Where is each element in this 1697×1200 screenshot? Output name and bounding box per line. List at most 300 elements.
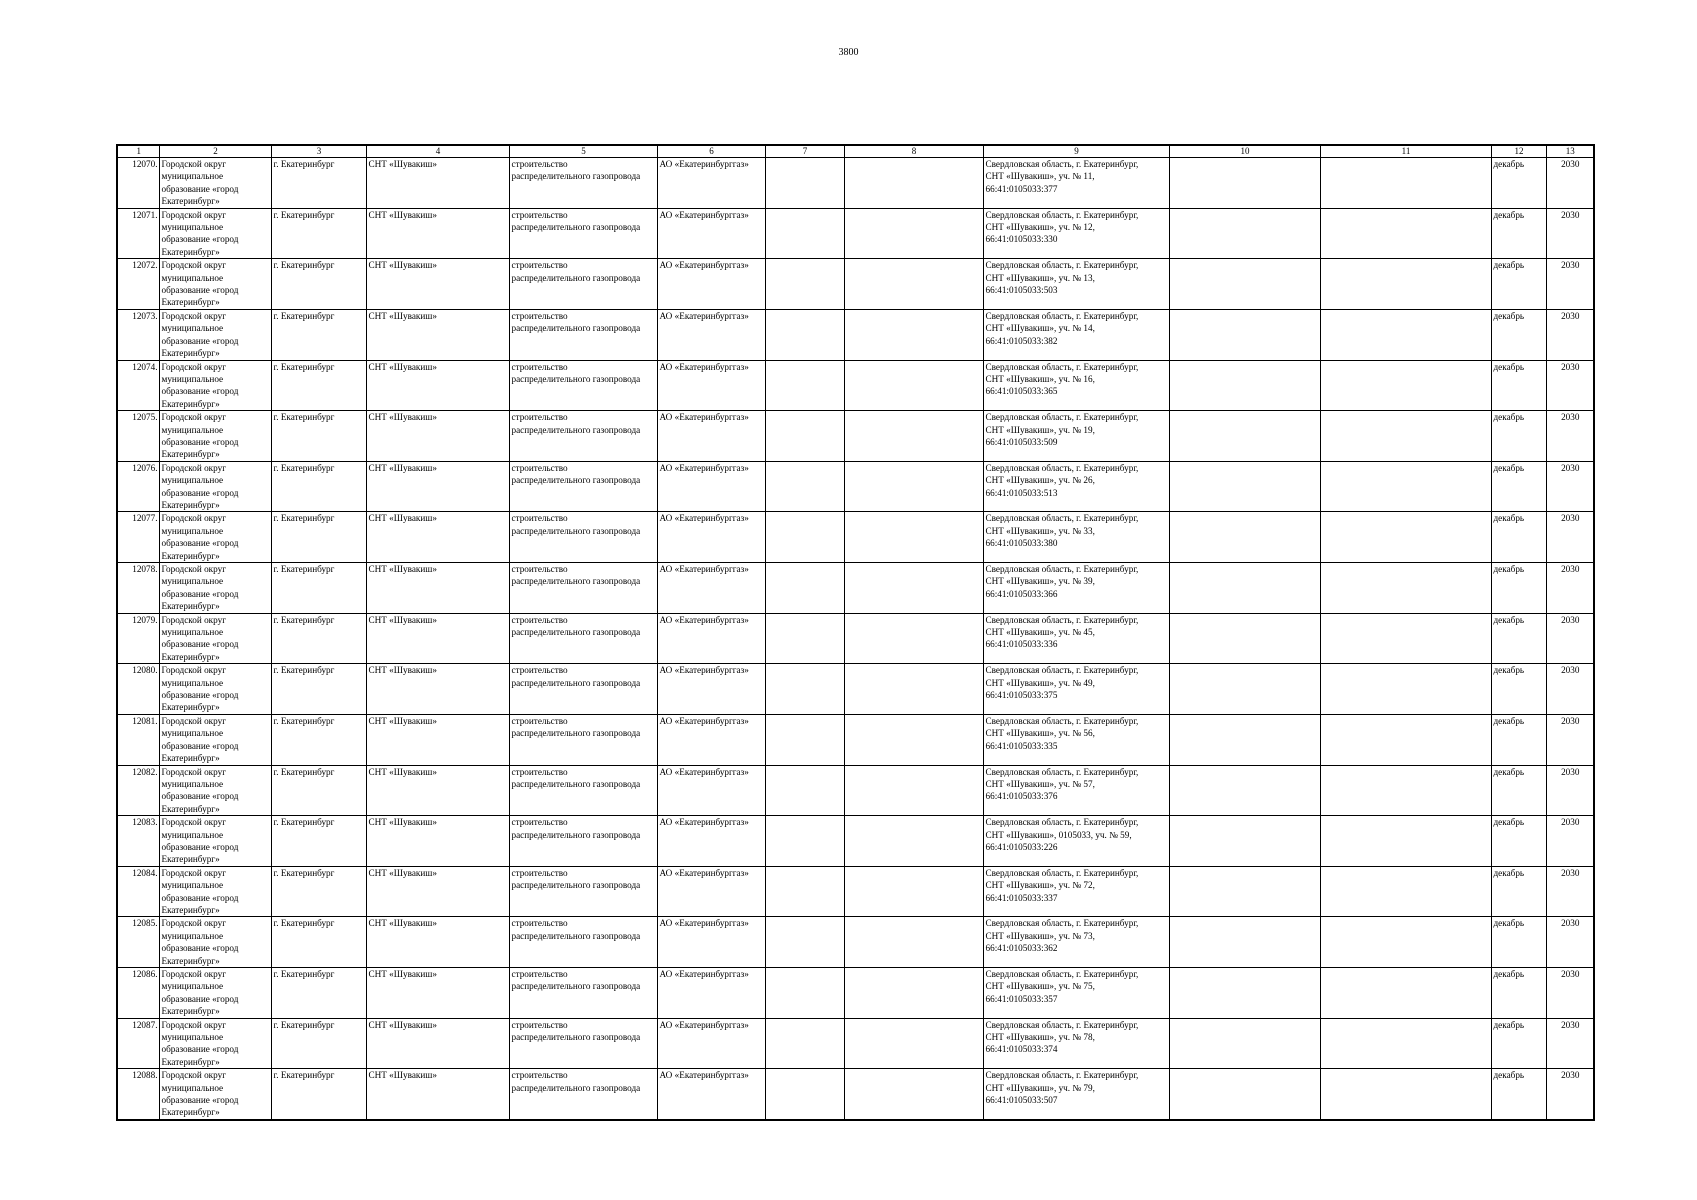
page-number: 3800 — [838, 47, 859, 58]
organization-cell: АО «Екатеринбурггаз» — [657, 512, 765, 563]
column-10-cell — [1169, 259, 1320, 310]
cell-text-line: Екатеринбург» — [161, 753, 220, 764]
municipality-cell — [159, 816, 271, 867]
column-10-cell — [1169, 1069, 1320, 1120]
cell-text-line: СНТ «Шувакиш», уч. № 11, — [985, 171, 1095, 182]
table-row — [117, 208, 1594, 259]
column-11-cell — [1320, 309, 1491, 360]
cell-text-line: Екатеринбург» — [161, 196, 220, 207]
column-header-7: 7 — [765, 145, 844, 158]
municipality-cell — [159, 208, 271, 259]
city-cell: г. Екатеринбург — [271, 765, 366, 816]
cell-text-line: Городской округ — [161, 614, 226, 625]
snt-cell: СНТ «Шувакиш» — [366, 816, 509, 867]
row-number-cell: 12083. — [117, 816, 159, 867]
column-10-cell — [1169, 1018, 1320, 1069]
column-11-cell — [1320, 765, 1491, 816]
work-type-cell — [509, 1069, 657, 1120]
cell-text-line: Городской округ — [161, 462, 226, 473]
address-cell — [983, 259, 1169, 310]
table-row — [117, 968, 1594, 1019]
cell-text-line: 66:41:0105033:507 — [985, 1095, 1058, 1106]
cell-text-line: Свердловская область, г. Екатеринбург, — [985, 715, 1139, 726]
cell-text-line: строительство — [511, 867, 568, 878]
cell-text-line: Екатеринбург» — [161, 297, 220, 308]
row-number-cell: 12080. — [117, 664, 159, 715]
table-row — [117, 158, 1594, 209]
snt-cell: СНТ «Шувакиш» — [366, 259, 509, 310]
column-8-cell — [844, 917, 983, 968]
city-cell: г. Екатеринбург — [271, 1018, 366, 1069]
month-cell: декабрь — [1491, 360, 1546, 411]
cell-text-line: Свердловская область, г. Екатеринбург, — [985, 867, 1139, 878]
snt-cell: СНТ «Шувакиш» — [366, 360, 509, 411]
cell-text-line: распределительного газопровода — [511, 627, 641, 638]
cell-text-line: Екатеринбург» — [161, 348, 220, 359]
cell-text-line: Екатеринбург» — [161, 651, 220, 662]
address-cell — [983, 917, 1169, 968]
cell-text-line: Городской округ — [161, 867, 226, 878]
municipality-cell — [159, 968, 271, 1019]
cell-text-line: 66:41:0105033:366 — [985, 588, 1058, 599]
cell-text-line: Екатеринбург» — [161, 702, 220, 713]
cell-text-line: 66:41:0105033:382 — [985, 335, 1058, 346]
column-7-cell — [765, 866, 844, 917]
cell-text-line: СНТ «Шувакиш», уч. № 13, — [985, 272, 1095, 283]
column-10-cell — [1169, 461, 1320, 512]
cell-text-line: муниципальное — [161, 627, 224, 638]
table-row — [117, 1069, 1594, 1120]
cell-text-line: Екатеринбург» — [161, 550, 220, 561]
table-row — [117, 563, 1594, 614]
column-7-cell — [765, 309, 844, 360]
cell-text-line: 66:41:0105033:509 — [985, 436, 1058, 447]
row-number-cell: 12081. — [117, 714, 159, 765]
work-type-cell — [509, 1018, 657, 1069]
cell-text-line: Екатеринбург» — [161, 955, 220, 966]
column-header-4: 4 — [366, 145, 509, 158]
column-8-cell — [844, 208, 983, 259]
cell-text-line: муниципальное — [161, 373, 224, 384]
cell-text-line: образование «город — [161, 740, 239, 751]
year-cell: 2030 — [1546, 208, 1594, 259]
snt-cell: СНТ «Шувакиш» — [366, 563, 509, 614]
column-7-cell — [765, 765, 844, 816]
cell-text-line: строительство — [511, 1019, 568, 1030]
table-row — [117, 816, 1594, 867]
table-row — [117, 714, 1594, 765]
year-cell: 2030 — [1546, 158, 1594, 209]
address-cell — [983, 309, 1169, 360]
cell-text-line: образование «город — [161, 943, 239, 954]
snt-cell: СНТ «Шувакиш» — [366, 512, 509, 563]
row-number-cell: 12075. — [117, 411, 159, 462]
table-row — [117, 765, 1594, 816]
year-cell: 2030 — [1546, 765, 1594, 816]
cell-text-line: распределительного газопровода — [511, 576, 641, 587]
column-8-cell — [844, 259, 983, 310]
city-cell: г. Екатеринбург — [271, 613, 366, 664]
column-8-cell — [844, 360, 983, 411]
column-8-cell — [844, 461, 983, 512]
cell-text-line: распределительного газопровода — [511, 171, 641, 182]
column-10-cell — [1169, 968, 1320, 1019]
row-number-cell: 12071. — [117, 208, 159, 259]
cell-text-line: муниципальное — [161, 272, 224, 283]
cell-text-line: строительство — [511, 614, 568, 625]
work-type-cell — [509, 411, 657, 462]
cell-text-line: образование «город — [161, 639, 239, 650]
column-7-cell — [765, 917, 844, 968]
cell-text-line: Свердловская область, г. Екатеринбург, — [985, 361, 1139, 372]
cell-text-line: СНТ «Шувакиш», уч. № 39, — [985, 576, 1095, 587]
work-type-cell — [509, 158, 657, 209]
column-11-cell — [1320, 1069, 1491, 1120]
cell-text-line: распределительного газопровода — [511, 1032, 641, 1043]
cell-text-line: Городской округ — [161, 564, 226, 574]
cell-text-line: Свердловская область, г. Екатеринбург, — [985, 412, 1139, 423]
year-cell: 2030 — [1546, 1069, 1594, 1120]
row-number-cell: 12087. — [117, 1018, 159, 1069]
month-cell: декабрь — [1491, 1069, 1546, 1120]
column-header-12: 12 — [1491, 145, 1546, 158]
column-8-cell — [844, 816, 983, 867]
cell-text-line: строительство — [511, 1070, 568, 1081]
municipality-cell — [159, 866, 271, 917]
organization-cell: АО «Екатеринбурггаз» — [657, 866, 765, 917]
year-cell: 2030 — [1546, 411, 1594, 462]
cell-text-line: Екатеринбург» — [161, 499, 220, 510]
year-cell: 2030 — [1546, 613, 1594, 664]
column-8-cell — [844, 968, 983, 1019]
cell-text-line: распределительного газопровода — [511, 829, 641, 840]
cell-text-line: СНТ «Шувакиш», уч. № 26, — [985, 475, 1095, 486]
cell-text-line: муниципальное — [161, 323, 224, 334]
cell-text-line: Городской округ — [161, 361, 226, 372]
cell-text-line: распределительного газопровода — [511, 323, 641, 334]
column-10-cell — [1169, 664, 1320, 715]
month-cell: декабрь — [1491, 208, 1546, 259]
month-cell: декабрь — [1491, 158, 1546, 209]
cell-text-line: СНТ «Шувакиш», уч. № 73, — [985, 930, 1095, 941]
address-cell — [983, 1018, 1169, 1069]
work-type-cell — [509, 613, 657, 664]
cell-text-line: Свердловская область, г. Екатеринбург, — [985, 817, 1139, 828]
column-header-8: 8 — [844, 145, 983, 158]
cell-text-line: Городской округ — [161, 918, 226, 929]
column-7-cell — [765, 968, 844, 1019]
column-header-11: 11 — [1320, 145, 1491, 158]
row-number-cell: 12086. — [117, 968, 159, 1019]
cell-text-line: 66:41:0105033:357 — [985, 993, 1058, 1004]
column-7-cell — [765, 512, 844, 563]
work-type-cell — [509, 968, 657, 1019]
column-10-cell — [1169, 208, 1320, 259]
column-10-cell — [1169, 411, 1320, 462]
cell-text-line: Городской округ — [161, 260, 226, 271]
cell-text-line: муниципальное — [161, 930, 224, 941]
municipality-cell — [159, 1069, 271, 1120]
column-11-cell — [1320, 664, 1491, 715]
column-7-cell — [765, 259, 844, 310]
address-cell — [983, 664, 1169, 715]
cell-text-line: Городской округ — [161, 1070, 226, 1081]
organization-cell: АО «Екатеринбурггаз» — [657, 917, 765, 968]
table-row — [117, 411, 1594, 462]
cell-text-line: образование «город — [161, 1044, 239, 1055]
cell-text-line: Свердловская область, г. Екатеринбург, — [985, 159, 1139, 169]
cell-text-line: 66:41:0105033:365 — [985, 386, 1058, 397]
snt-cell: СНТ «Шувакиш» — [366, 208, 509, 259]
cell-text-line: муниципальное — [161, 1082, 224, 1093]
cell-text-line: СНТ «Шувакиш», 0105033, уч. № 59, — [985, 829, 1132, 840]
cell-text-line: строительство — [511, 412, 568, 423]
cell-text-line: образование «город — [161, 690, 239, 701]
column-7-cell — [765, 208, 844, 259]
cell-text-line: Городской округ — [161, 969, 226, 979]
cell-text-line: Свердловская область, г. Екатеринбург, — [985, 1019, 1139, 1030]
column-10-cell — [1169, 309, 1320, 360]
cell-text-line: 66:41:0105033:376 — [985, 791, 1058, 802]
cell-text-line: СНТ «Шувакиш», уч. № 57, — [985, 778, 1095, 789]
cell-text-line: СНТ «Шувакиш», уч. № 49, — [985, 677, 1095, 688]
column-8-cell — [844, 411, 983, 462]
municipality-cell — [159, 512, 271, 563]
cell-text-line: 66:41:0105033:513 — [985, 487, 1058, 498]
column-8-cell — [844, 563, 983, 614]
cell-text-line: распределительного газопровода — [511, 778, 641, 789]
column-7-cell — [765, 158, 844, 209]
cell-text-line: распределительного газопровода — [511, 1082, 641, 1093]
cell-text-line: распределительного газопровода — [511, 981, 641, 992]
column-header-1: 1 — [117, 145, 159, 158]
snt-cell: СНТ «Шувакиш» — [366, 309, 509, 360]
cell-text-line: распределительного газопровода — [511, 880, 641, 891]
cell-text-line: муниципальное — [161, 880, 224, 891]
month-cell: декабрь — [1491, 714, 1546, 765]
year-cell: 2030 — [1546, 309, 1594, 360]
column-7-cell — [765, 664, 844, 715]
column-10-cell — [1169, 917, 1320, 968]
address-cell — [983, 816, 1169, 867]
cell-text-line: строительство — [511, 766, 568, 777]
snt-cell: СНТ «Шувакиш» — [366, 158, 509, 209]
cell-text-line: образование «город — [161, 791, 239, 802]
snt-cell: СНТ «Шувакиш» — [366, 917, 509, 968]
column-10-cell — [1169, 360, 1320, 411]
work-type-cell — [509, 512, 657, 563]
year-cell: 2030 — [1546, 360, 1594, 411]
column-11-cell — [1320, 158, 1491, 209]
cell-text-line: СНТ «Шувакиш», уч. № 14, — [985, 323, 1095, 334]
city-cell: г. Екатеринбург — [271, 917, 366, 968]
column-header-2: 2 — [159, 145, 271, 158]
cell-text-line: образование «город — [161, 487, 239, 498]
year-cell: 2030 — [1546, 816, 1594, 867]
cell-text-line: Екатеринбург» — [161, 246, 220, 257]
cell-text-line: образование «город — [161, 892, 239, 903]
cell-text-line: муниципальное — [161, 1032, 224, 1043]
column-10-cell — [1169, 866, 1320, 917]
year-cell: 2030 — [1546, 512, 1594, 563]
cell-text-line: распределительного газопровода — [511, 222, 641, 233]
column-8-cell — [844, 613, 983, 664]
cell-text-line: строительство — [511, 159, 568, 169]
cell-text-line: образование «город — [161, 234, 239, 245]
column-7-cell — [765, 461, 844, 512]
address-cell — [983, 765, 1169, 816]
row-number-cell: 12088. — [117, 1069, 159, 1120]
organization-cell: АО «Екатеринбурггаз» — [657, 816, 765, 867]
organization-cell: АО «Екатеринбурггаз» — [657, 411, 765, 462]
column-7-cell — [765, 563, 844, 614]
row-number-cell: 12077. — [117, 512, 159, 563]
city-cell: г. Екатеринбург — [271, 1069, 366, 1120]
address-cell — [983, 360, 1169, 411]
column-8-cell — [844, 1069, 983, 1120]
cell-text-line: строительство — [511, 918, 568, 929]
cell-text-line: строительство — [511, 260, 568, 271]
cell-text-line: распределительного газопровода — [511, 424, 641, 435]
snt-cell: СНТ «Шувакиш» — [366, 1018, 509, 1069]
column-8-cell — [844, 664, 983, 715]
row-number-cell: 12073. — [117, 309, 159, 360]
snt-cell: СНТ «Шувакиш» — [366, 613, 509, 664]
cell-text-line: образование «город — [161, 993, 239, 1004]
column-header-5: 5 — [509, 145, 657, 158]
address-cell — [983, 968, 1169, 1019]
column-7-cell — [765, 411, 844, 462]
column-10-cell — [1169, 158, 1320, 209]
municipality-cell — [159, 259, 271, 310]
cell-text-line: муниципальное — [161, 677, 224, 688]
city-cell: г. Екатеринбург — [271, 714, 366, 765]
cell-text-line: муниципальное — [161, 222, 224, 233]
column-11-cell — [1320, 512, 1491, 563]
cell-text-line: образование «город — [161, 335, 239, 346]
city-cell: г. Екатеринбург — [271, 512, 366, 563]
snt-cell: СНТ «Шувакиш» — [366, 968, 509, 1019]
snt-cell: СНТ «Шувакиш» — [366, 664, 509, 715]
column-11-cell — [1320, 714, 1491, 765]
address-cell — [983, 866, 1169, 917]
work-type-cell — [509, 461, 657, 512]
column-10-cell — [1169, 613, 1320, 664]
month-cell: декабрь — [1491, 765, 1546, 816]
city-cell: г. Екатеринбург — [271, 158, 366, 209]
cell-text-line: СНТ «Шувакиш», уч. № 12, — [985, 222, 1095, 233]
address-cell — [983, 461, 1169, 512]
work-type-cell — [509, 866, 657, 917]
cell-text-line: муниципальное — [161, 981, 224, 992]
snt-cell: СНТ «Шувакиш» — [366, 411, 509, 462]
cell-text-line: строительство — [511, 715, 568, 726]
city-cell: г. Екатеринбург — [271, 866, 366, 917]
work-type-cell — [509, 259, 657, 310]
work-type-cell — [509, 765, 657, 816]
column-8-cell — [844, 309, 983, 360]
cell-text-line: Свердловская область, г. Екатеринбург, — [985, 614, 1139, 625]
column-7-cell — [765, 816, 844, 867]
municipality-cell — [159, 765, 271, 816]
row-number-cell: 12076. — [117, 461, 159, 512]
cell-text-line: Городской округ — [161, 817, 226, 828]
column-11-cell — [1320, 208, 1491, 259]
year-cell: 2030 — [1546, 664, 1594, 715]
address-cell — [983, 1069, 1169, 1120]
city-cell: г. Екатеринбург — [271, 411, 366, 462]
column-8-cell — [844, 1018, 983, 1069]
year-cell: 2030 — [1546, 968, 1594, 1019]
snt-cell: СНТ «Шувакиш» — [366, 714, 509, 765]
cell-text-line: образование «город — [161, 1095, 239, 1106]
snt-cell: СНТ «Шувакиш» — [366, 765, 509, 816]
row-number-cell: 12079. — [117, 613, 159, 664]
year-cell: 2030 — [1546, 1018, 1594, 1069]
year-cell: 2030 — [1546, 714, 1594, 765]
cell-text-line: муниципальное — [161, 424, 224, 435]
cell-text-line: распределительного газопровода — [511, 677, 641, 688]
row-number-cell: 12078. — [117, 563, 159, 614]
cell-text-line: 66:41:0105033:226 — [985, 841, 1058, 852]
month-cell: декабрь — [1491, 563, 1546, 614]
table-row — [117, 866, 1594, 917]
table-row — [117, 664, 1594, 715]
cell-text-line: 66:41:0105033:377 — [985, 183, 1058, 194]
cell-text-line: СНТ «Шувакиш», уч. № 45, — [985, 627, 1095, 638]
cell-text-line: муниципальное — [161, 728, 224, 739]
cell-text-line: СНТ «Шувакиш», уч. № 56, — [985, 728, 1095, 739]
month-cell: декабрь — [1491, 411, 1546, 462]
column-11-cell — [1320, 1018, 1491, 1069]
month-cell: декабрь — [1491, 613, 1546, 664]
cell-text-line: Городской округ — [161, 513, 226, 524]
cell-text-line: распределительного газопровода — [511, 373, 641, 384]
municipality-cell — [159, 613, 271, 664]
row-number-cell: 12074. — [117, 360, 159, 411]
cell-text-line: Свердловская область, г. Екатеринбург, — [985, 665, 1139, 676]
cell-text-line: образование «город — [161, 285, 239, 296]
work-type-cell — [509, 917, 657, 968]
cell-text-line: Свердловская область, г. Екатеринбург, — [985, 1070, 1139, 1081]
city-cell: г. Екатеринбург — [271, 360, 366, 411]
municipality-cell — [159, 563, 271, 614]
municipality-cell — [159, 1018, 271, 1069]
cell-text-line: Городской округ — [161, 766, 226, 777]
cell-text-line: строительство — [511, 564, 568, 574]
column-10-cell — [1169, 512, 1320, 563]
organization-cell: АО «Екатеринбурггаз» — [657, 461, 765, 512]
cell-text-line: 66:41:0105033:336 — [985, 639, 1058, 650]
cell-text-line: муниципальное — [161, 525, 224, 536]
address-cell — [983, 512, 1169, 563]
cell-text-line: муниципальное — [161, 475, 224, 486]
organization-cell: АО «Екатеринбурггаз» — [657, 765, 765, 816]
cell-text-line: Екатеринбург» — [161, 1056, 220, 1067]
cell-text-line: распределительного газопровода — [511, 728, 641, 739]
cell-text-line: Екатеринбург» — [161, 449, 220, 460]
cell-text-line: Екатеринбург» — [161, 398, 220, 409]
year-cell: 2030 — [1546, 917, 1594, 968]
row-number-cell: 12072. — [117, 259, 159, 310]
organization-cell: АО «Екатеринбурггаз» — [657, 208, 765, 259]
column-11-cell — [1320, 461, 1491, 512]
snt-cell: СНТ «Шувакиш» — [366, 461, 509, 512]
month-cell: декабрь — [1491, 461, 1546, 512]
work-type-cell — [509, 664, 657, 715]
table-row — [117, 461, 1594, 512]
cell-text-line: муниципальное — [161, 829, 224, 840]
